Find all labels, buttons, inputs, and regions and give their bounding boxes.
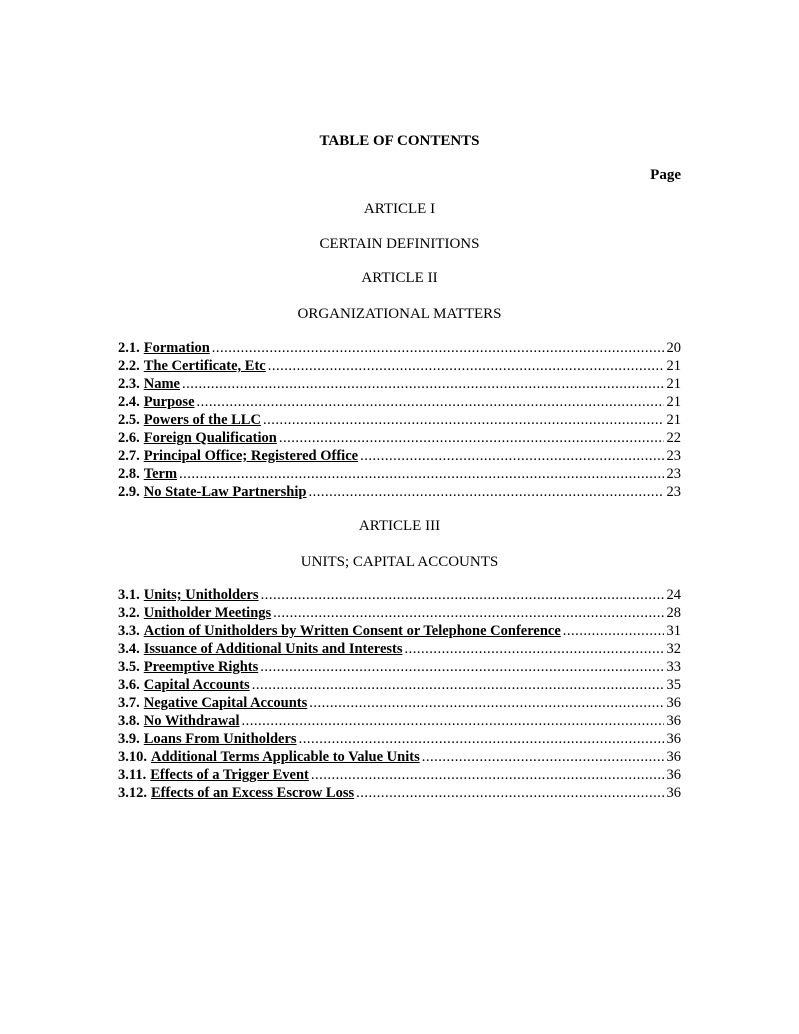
toc-entry-number: 3.2. — [118, 605, 140, 621]
toc-entry-number: 2.3. — [118, 376, 140, 392]
toc-entry-link[interactable]: The Certificate, Etc — [143, 358, 266, 374]
toc-entry-link[interactable]: Action of Unitholders by Written Consent or Telephone Conference — [143, 623, 561, 639]
toc-entry-link[interactable]: Term — [143, 466, 178, 482]
dot-leader — [405, 640, 664, 658]
dot-leader — [360, 447, 663, 465]
toc-entry-number: 3.1. — [118, 587, 140, 603]
article-2-heading: ARTICLE II — [361, 270, 438, 286]
toc-entry-number: 2.8. — [118, 466, 140, 482]
dot-leader — [311, 766, 664, 784]
toc-entry-number: 2.4. — [118, 394, 140, 410]
dot-leader — [279, 429, 664, 447]
toc-entry-number: 3.9. — [118, 731, 140, 747]
article-1-heading: ARTICLE I — [363, 201, 436, 217]
dot-leader — [563, 622, 664, 640]
toc-entry-page: 36 — [666, 749, 681, 765]
toc-entry-number: 2.2. — [118, 358, 140, 374]
toc-entry-page: 23 — [666, 448, 681, 464]
toc-entry-link[interactable]: Foreign Qualification — [143, 430, 277, 446]
dot-leader — [422, 748, 664, 766]
toc-entry-page: 21 — [666, 394, 681, 410]
dot-leader — [252, 676, 664, 694]
toc-entry-link[interactable]: No State-Law Partnership — [143, 484, 307, 500]
toc-entry[interactable] — [118, 658, 681, 676]
toc-entry-link[interactable]: Loans From Unitholders — [143, 731, 297, 747]
toc-entry-link[interactable]: Capital Accounts — [143, 677, 250, 693]
toc-entry-page: 36 — [666, 695, 681, 711]
toc-entry-number: 2.5. — [118, 412, 140, 428]
article-2-title: ORGANIZATIONAL MATTERS — [297, 306, 502, 322]
article-3-entries — [118, 586, 681, 802]
toc-entry-link[interactable]: Negative Capital Accounts — [143, 695, 308, 711]
toc-entry[interactable] — [118, 712, 681, 730]
toc-entry-number: 3.11. — [118, 767, 147, 783]
toc-entry-page: 22 — [666, 430, 681, 446]
toc-entry-page: 21 — [666, 412, 681, 428]
toc-entry[interactable] — [118, 730, 681, 748]
dot-leader — [261, 586, 664, 604]
toc-entry-link[interactable]: No Withdrawal — [143, 713, 240, 729]
toc-entry-page: 36 — [666, 785, 681, 801]
toc-entry-page: 23 — [666, 466, 681, 482]
toc-entry-number: 3.6. — [118, 677, 140, 693]
toc-entry-page: 20 — [666, 340, 681, 356]
dot-leader — [308, 483, 663, 501]
toc-entry-link[interactable]: Formation — [143, 340, 210, 356]
toc-entry-page: 32 — [666, 641, 681, 657]
toc-entry[interactable] — [118, 694, 681, 712]
dot-leader — [268, 357, 664, 375]
toc-entry[interactable] — [118, 622, 681, 640]
toc-entry-number: 3.3. — [118, 623, 140, 639]
toc-entry[interactable] — [118, 586, 681, 604]
toc-entry[interactable] — [118, 784, 681, 802]
toc-entry-page: 23 — [666, 484, 681, 500]
toc-entry-page: 33 — [666, 659, 681, 675]
toc-entry-page: 31 — [666, 623, 681, 639]
toc-entry-number: 2.7. — [118, 448, 140, 464]
article-1-title: CERTAIN DEFINITIONS — [319, 236, 480, 252]
dot-leader — [356, 784, 663, 802]
toc-entry-page: 28 — [666, 605, 681, 621]
dot-leader — [263, 411, 664, 429]
dot-leader — [242, 712, 664, 730]
toc-title: TABLE OF CONTENTS — [319, 133, 480, 149]
toc-entry[interactable] — [118, 604, 681, 622]
toc-entry[interactable] — [118, 375, 681, 393]
toc-entry-number: 3.10. — [118, 749, 147, 765]
toc-entry-number: 2.1. — [118, 340, 140, 356]
dot-leader — [260, 658, 663, 676]
page-column-label: Page — [650, 167, 681, 183]
toc-entry[interactable] — [118, 447, 681, 465]
dot-leader — [179, 465, 663, 483]
toc-entry-link[interactable]: Name — [143, 376, 180, 392]
toc-entry-number: 3.7. — [118, 695, 140, 711]
toc-entry[interactable] — [118, 357, 681, 375]
toc-entry[interactable] — [118, 339, 681, 357]
toc-entry-link[interactable]: Principal Office; Registered Office — [143, 448, 359, 464]
toc-entry-link[interactable]: Units; Unitholders — [143, 587, 259, 603]
toc-entry-number: 3.5. — [118, 659, 140, 675]
toc-entry-page: 21 — [666, 376, 681, 392]
toc-entry[interactable] — [118, 483, 681, 501]
toc-entry-page: 36 — [666, 767, 681, 783]
toc-entry-page: 24 — [666, 587, 681, 603]
toc-entry[interactable] — [118, 766, 681, 784]
toc-entry-page: 35 — [666, 677, 681, 693]
dot-leader — [299, 730, 664, 748]
toc-entry[interactable] — [118, 393, 681, 411]
article-3-title: UNITS; CAPITAL ACCOUNTS — [300, 554, 499, 570]
toc-entry-page: 36 — [666, 731, 681, 747]
toc-entry-link[interactable]: Preemptive Rights — [143, 659, 259, 675]
dot-leader — [197, 393, 664, 411]
toc-entry-number: 3.12. — [118, 785, 147, 801]
toc-entry-link[interactable]: Purpose — [143, 394, 195, 410]
toc-entry-link[interactable]: Powers of the LLC — [143, 412, 261, 428]
toc-entry-link[interactable]: Issuance of Additional Units and Interests — [143, 641, 403, 657]
toc-entry-number: 3.8. — [118, 713, 140, 729]
toc-entry-link[interactable]: Effects of a Trigger Event — [150, 767, 309, 783]
toc-entry-number: 2.6. — [118, 430, 140, 446]
toc-entry-link[interactable]: Unitholder Meetings — [143, 605, 272, 621]
toc-entry-link[interactable]: Effects of an Excess Escrow Loss — [151, 785, 355, 801]
article-2-entries — [118, 339, 681, 501]
toc-entry-number: 2.9. — [118, 484, 140, 500]
toc-entry-page: 21 — [666, 358, 681, 374]
toc-entry-number: 3.4. — [118, 641, 140, 657]
toc-entry[interactable] — [118, 429, 681, 447]
article-3-heading: ARTICLE III — [358, 518, 441, 534]
toc-entry[interactable] — [118, 640, 681, 658]
toc-entry[interactable] — [118, 676, 681, 694]
dot-leader — [182, 375, 664, 393]
toc-entry-link[interactable]: Additional Terms Applicable to Value Units — [151, 749, 420, 765]
dot-leader — [309, 694, 663, 712]
toc-entry[interactable] — [118, 411, 681, 429]
toc-entry-page: 36 — [666, 713, 681, 729]
toc-entry[interactable] — [118, 748, 681, 766]
dot-leader — [212, 339, 664, 357]
toc-entry[interactable] — [118, 465, 681, 483]
dot-leader — [273, 604, 663, 622]
